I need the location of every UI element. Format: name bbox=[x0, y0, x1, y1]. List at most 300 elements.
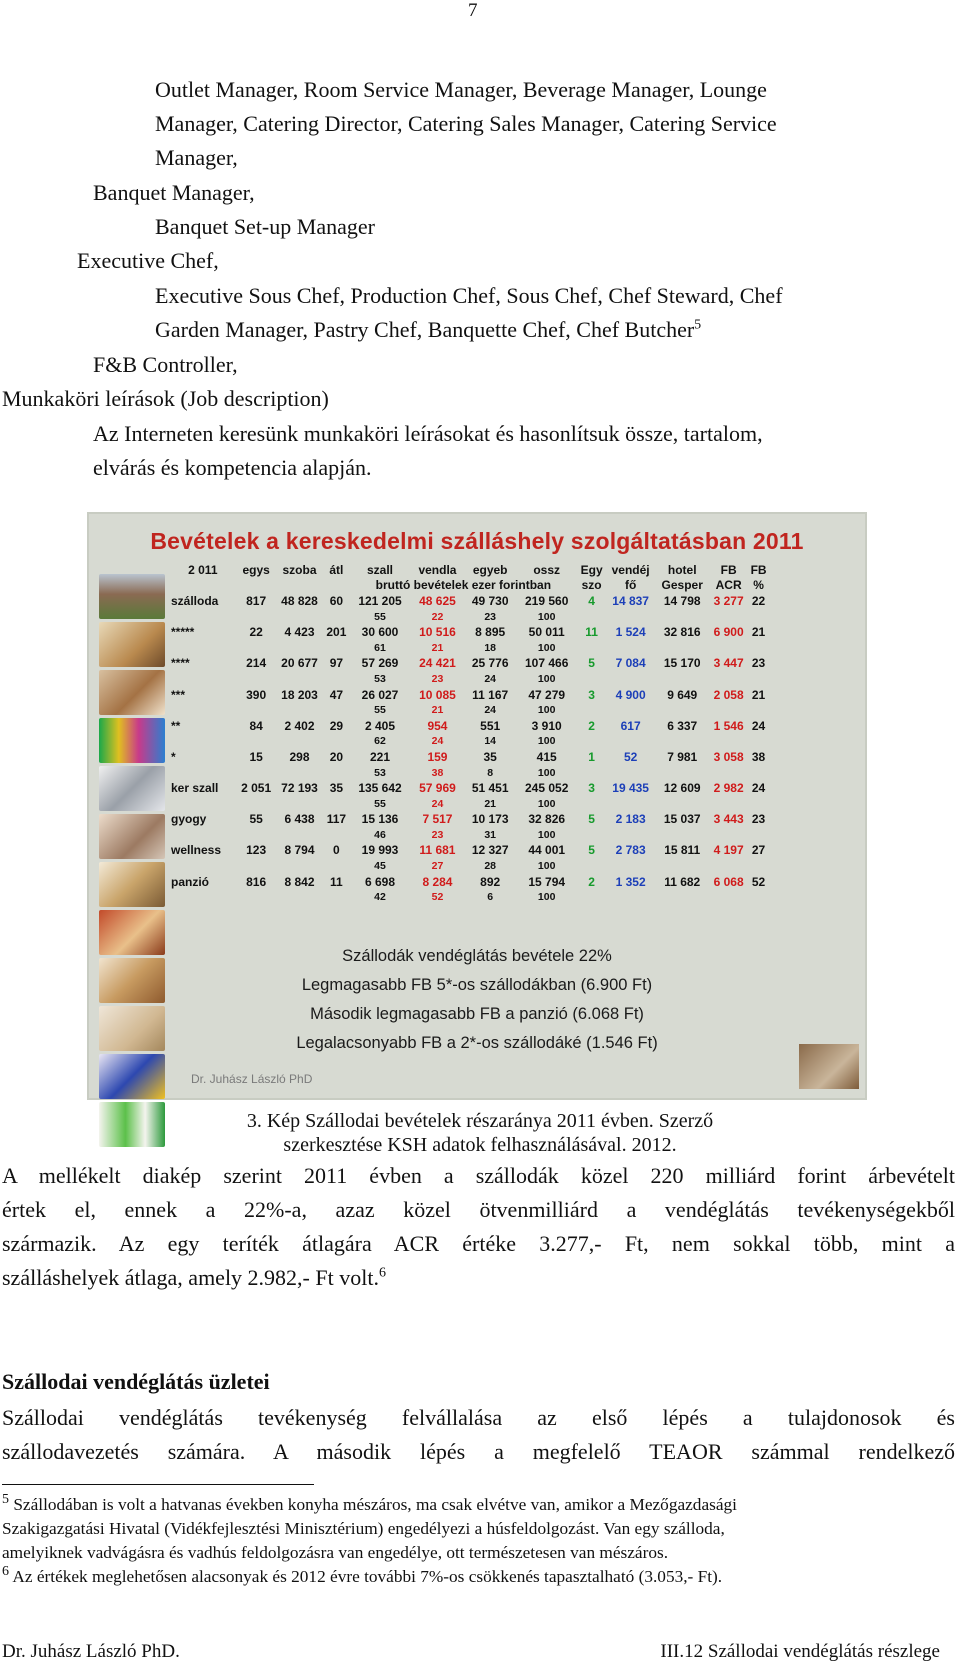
table-cell: 4 900 bbox=[615, 687, 646, 702]
text-line: Executive Chef, bbox=[77, 248, 219, 273]
empty-cell bbox=[169, 671, 237, 687]
empty-cell bbox=[276, 765, 324, 781]
table-cell: 15 811 bbox=[664, 843, 701, 858]
header-cell: egys bbox=[242, 562, 270, 577]
footer-author: Dr. Juhász László PhD. bbox=[2, 1641, 180, 1662]
share-cell: 22 bbox=[431, 610, 444, 623]
service-photo bbox=[99, 814, 165, 859]
restaurant-photo bbox=[799, 1044, 859, 1089]
table-row bbox=[169, 874, 769, 890]
empty-cell bbox=[748, 640, 769, 656]
empty-cell bbox=[655, 702, 709, 718]
text-span: szálláshelyek átlaga, amely 2.982,- Ft volt. bbox=[2, 1265, 379, 1290]
table-cell: 3 058 bbox=[713, 749, 744, 764]
page-number: 7 bbox=[468, 0, 478, 21]
empty-cell bbox=[709, 765, 748, 781]
empty-cell bbox=[577, 827, 606, 843]
empty-cell bbox=[169, 609, 237, 625]
share-cell: 62 bbox=[374, 735, 386, 748]
empty-cell bbox=[323, 827, 349, 843]
table-cell: 20 677 bbox=[281, 656, 318, 671]
empty-cell bbox=[169, 734, 237, 750]
header-cell: szoba bbox=[282, 562, 317, 577]
empty-cell bbox=[323, 796, 349, 812]
table-header-row bbox=[169, 578, 769, 594]
revenue-slide-image bbox=[87, 512, 867, 1100]
share-cell: 100 bbox=[537, 766, 556, 779]
table-cell: 10 516 bbox=[419, 625, 456, 640]
empty-cell bbox=[276, 671, 324, 687]
table-cell: 25 776 bbox=[471, 656, 509, 671]
share-cell: 24 bbox=[484, 672, 497, 685]
hotel-building-photo bbox=[99, 574, 165, 619]
empty-cell bbox=[655, 609, 709, 625]
table-cell: 10 085 bbox=[419, 687, 456, 702]
header-cell bbox=[169, 578, 237, 594]
share-row bbox=[169, 734, 769, 750]
table-cell: 1 524 bbox=[615, 625, 646, 640]
share-cell: 38 bbox=[431, 766, 444, 779]
empty-cell bbox=[276, 702, 324, 718]
table-cell: 117 bbox=[326, 812, 347, 827]
share-cell: 27 bbox=[431, 860, 444, 873]
share-cell: 31 bbox=[484, 828, 497, 841]
empty-cell bbox=[237, 889, 276, 905]
share-row bbox=[169, 889, 769, 905]
empty-cell bbox=[655, 796, 709, 812]
row-label: panzió bbox=[171, 874, 209, 889]
footnote-number: 6 bbox=[2, 1564, 9, 1580]
share-row bbox=[169, 640, 769, 656]
table-cell: 50 011 bbox=[528, 625, 565, 640]
table-cell: 19 993 bbox=[361, 843, 399, 858]
empty-cell bbox=[655, 640, 709, 656]
header-cell: vendla bbox=[418, 562, 457, 577]
table-cell: 84 bbox=[249, 718, 263, 733]
share-cell: 55 bbox=[374, 610, 386, 623]
empty-cell bbox=[606, 734, 655, 750]
table-cell: 24 bbox=[751, 718, 766, 733]
empty-cell bbox=[323, 609, 349, 625]
summary-line: Legalacsonyabb FB a 2*-os szállodáké (1.546 Ft) bbox=[296, 1034, 658, 1052]
empty-cell bbox=[237, 734, 276, 750]
header-cell: ACR bbox=[715, 578, 742, 593]
share-cell: 100 bbox=[537, 704, 556, 717]
table-row bbox=[169, 624, 769, 640]
table-cell: 6 438 bbox=[284, 812, 315, 827]
table-cell: 51 451 bbox=[471, 781, 509, 796]
row-label: ** bbox=[171, 718, 181, 733]
share-cell: 100 bbox=[537, 610, 556, 623]
table-cell: 6 068 bbox=[713, 874, 744, 889]
empty-cell bbox=[323, 858, 349, 874]
empty-cell bbox=[237, 765, 276, 781]
empty-cell bbox=[577, 640, 606, 656]
empty-cell bbox=[577, 609, 606, 625]
table-cell: 57 269 bbox=[361, 656, 399, 671]
table-cell: 11 bbox=[585, 625, 598, 640]
table-cell: 1 352 bbox=[615, 874, 646, 889]
text-line: Az Interneten keresünk munkaköri leírásokat és hasonlítsuk össze, tartalom, bbox=[93, 421, 763, 446]
empty-cell bbox=[169, 827, 237, 843]
share-cell: 18 bbox=[484, 641, 497, 654]
table-row bbox=[169, 749, 769, 765]
cleaning-cart-photo bbox=[99, 1054, 165, 1099]
paragraph-line: Szállodai vendéglátás tevékenység felvállalása az első lépés a tulajdonosok és bbox=[2, 1405, 955, 1430]
header-cell: Egy bbox=[580, 562, 603, 577]
table-cell: 19 435 bbox=[612, 781, 649, 796]
empty-cell bbox=[323, 734, 349, 750]
share-cell: 42 bbox=[374, 891, 386, 904]
empty-cell bbox=[169, 640, 237, 656]
table-cell: 816 bbox=[246, 874, 267, 889]
table-row bbox=[169, 718, 769, 734]
table-cell: 8 794 bbox=[284, 843, 315, 858]
table-cell: 32 816 bbox=[663, 625, 701, 640]
share-cell: 24 bbox=[431, 797, 444, 810]
empty-cell bbox=[748, 702, 769, 718]
row-label: * bbox=[171, 749, 176, 764]
share-cell: 100 bbox=[537, 860, 556, 873]
table-cell: 49 730 bbox=[471, 593, 509, 608]
table-cell: 123 bbox=[246, 843, 267, 858]
empty-cell bbox=[323, 640, 349, 656]
header-cell: hotel bbox=[667, 562, 697, 577]
empty-cell bbox=[606, 827, 655, 843]
empty-cell bbox=[655, 858, 709, 874]
footnote-number: 5 bbox=[2, 1492, 9, 1508]
table-row bbox=[169, 687, 769, 703]
share-cell: 28 bbox=[484, 860, 497, 873]
table-cell: 390 bbox=[246, 687, 267, 702]
share-cell: 14 bbox=[484, 735, 497, 748]
share-cell: 6 bbox=[487, 891, 494, 904]
footer-chapter: III.12 Szállodai vendéglátás részlege bbox=[660, 1641, 940, 1662]
share-cell: 23 bbox=[484, 610, 497, 623]
table-cell: 57 969 bbox=[419, 781, 456, 796]
table-cell: 24 421 bbox=[419, 656, 456, 671]
empty-cell bbox=[323, 702, 349, 718]
table-row bbox=[169, 780, 769, 796]
table-cell: 298 bbox=[289, 749, 310, 764]
header-cell: ossz bbox=[533, 562, 561, 577]
share-cell: 100 bbox=[537, 641, 556, 654]
summary-line: Szállodák vendéglátás bevétele 22% bbox=[342, 947, 612, 965]
empty-cell bbox=[323, 889, 349, 905]
table-cell: 3 443 bbox=[713, 812, 744, 827]
empty-cell bbox=[709, 702, 748, 718]
empty-cell bbox=[748, 734, 769, 750]
text-span: Az értékek meglehetősen alacsonyak és 2012 évre további 7%-os csökkenés tapasztalható (3.053,- Ft). bbox=[9, 1567, 723, 1586]
row-label: gyogy bbox=[171, 812, 207, 827]
header-cell bbox=[276, 578, 324, 594]
table-cell: 55 bbox=[249, 812, 263, 827]
row-label: ker szall bbox=[171, 781, 219, 796]
header-cell bbox=[237, 578, 276, 594]
header-cell: % bbox=[753, 578, 764, 593]
table-header-row bbox=[169, 562, 769, 578]
empty-cell bbox=[709, 889, 748, 905]
header-cell: 2 011 bbox=[188, 562, 218, 577]
text-line: F&B Controller, bbox=[93, 352, 238, 377]
empty-cell bbox=[606, 671, 655, 687]
table-cell: 8 895 bbox=[475, 625, 506, 640]
table-cell: 14 837 bbox=[612, 593, 649, 608]
share-cell: 100 bbox=[537, 797, 556, 810]
table-cell: 18 203 bbox=[281, 687, 318, 702]
table-cell: 21 bbox=[751, 687, 766, 702]
table-cell: 24 bbox=[751, 781, 766, 796]
text-line: Manager, Catering Director, Catering Sales Manager, Catering Service bbox=[155, 111, 777, 136]
table-cell: 22 bbox=[249, 625, 263, 640]
table-cell: 11 681 bbox=[419, 843, 456, 858]
empty-cell bbox=[748, 765, 769, 781]
empty-cell bbox=[709, 734, 748, 750]
table-cell: 27 bbox=[751, 843, 766, 858]
header-cell: Gesper bbox=[661, 578, 703, 593]
text-line: Banquet Manager, bbox=[93, 180, 255, 205]
empty-cell bbox=[276, 609, 324, 625]
table-cell: 44 001 bbox=[528, 843, 566, 858]
staff-photo bbox=[99, 766, 165, 811]
text-line: Outlet Manager, Room Service Manager, Beverage Manager, Lounge bbox=[155, 77, 767, 102]
row-label: szálloda bbox=[171, 593, 219, 608]
empty-cell bbox=[237, 702, 276, 718]
table-cell: 35 bbox=[329, 781, 344, 796]
table-cell: 201 bbox=[326, 625, 347, 640]
table-cell: 7 981 bbox=[667, 749, 698, 764]
table-cell: 551 bbox=[480, 718, 501, 733]
footnote-ref: 5 bbox=[694, 317, 702, 333]
table-cell: 107 466 bbox=[525, 656, 569, 671]
footnote-line: Szakigazgatási Hivatal (Vidékfejlesztési Minisztérium) engedélyezi a húsfeldolgozást. Van egy szálloda, bbox=[2, 1519, 725, 1538]
table-cell: 21 bbox=[751, 625, 766, 640]
text-line: Manager, bbox=[155, 145, 238, 170]
text-line: elvárás és kompetencia alapján. bbox=[93, 455, 372, 480]
slide-title: Bevételek a kereskedelmi szálláshely szolgáltatásban 2011 bbox=[150, 528, 804, 554]
footnote-separator bbox=[2, 1484, 314, 1485]
share-cell: 55 bbox=[374, 797, 386, 810]
table-cell: 10 173 bbox=[471, 812, 509, 827]
lobby-photo bbox=[99, 622, 165, 667]
table-cell: 48 828 bbox=[281, 593, 318, 608]
empty-cell bbox=[606, 640, 655, 656]
empty-cell bbox=[606, 702, 655, 718]
table-cell: 219 560 bbox=[525, 593, 569, 608]
empty-cell bbox=[748, 796, 769, 812]
empty-cell bbox=[237, 609, 276, 625]
empty-cell bbox=[577, 796, 606, 812]
share-cell: 100 bbox=[537, 735, 556, 748]
share-row bbox=[169, 702, 769, 718]
table-row bbox=[169, 812, 769, 828]
table-cell: 12 609 bbox=[663, 781, 701, 796]
empty-cell bbox=[169, 765, 237, 781]
empty-cell bbox=[577, 702, 606, 718]
bed-photo bbox=[99, 958, 165, 1003]
table-cell: 5 bbox=[588, 812, 595, 827]
summary-line: Legmagasabb FB 5*-os szállodákban (6.900 Ft) bbox=[301, 976, 653, 994]
table-cell: 1 546 bbox=[713, 718, 744, 733]
empty-cell bbox=[169, 796, 237, 812]
header-cell: egyeb bbox=[472, 562, 508, 577]
room-photo bbox=[99, 910, 165, 955]
share-cell: 21 bbox=[484, 797, 497, 810]
text-line: Executive Sous Chef, Production Chef, Sous Chef, Chef Steward, Chef bbox=[155, 283, 783, 308]
empty-cell bbox=[655, 827, 709, 843]
revenue-table bbox=[169, 562, 769, 905]
table-cell: 5 bbox=[588, 656, 595, 671]
table-cell: 954 bbox=[427, 718, 448, 733]
share-cell: 23 bbox=[431, 672, 444, 685]
table-cell: 6 337 bbox=[667, 718, 698, 733]
share-cell: 24 bbox=[431, 735, 444, 748]
table-cell: 6 900 bbox=[713, 625, 744, 640]
empty-cell bbox=[237, 827, 276, 843]
table-cell: 4 423 bbox=[284, 625, 315, 640]
table-cell: 4 bbox=[588, 593, 595, 608]
table-cell: 892 bbox=[480, 874, 501, 889]
empty-cell bbox=[577, 671, 606, 687]
empty-cell bbox=[606, 609, 655, 625]
empty-cell bbox=[748, 609, 769, 625]
share-row bbox=[169, 609, 769, 625]
empty-cell bbox=[577, 858, 606, 874]
table-cell: 7 517 bbox=[422, 812, 453, 827]
share-cell: 100 bbox=[537, 828, 556, 841]
share-cell: 21 bbox=[431, 704, 444, 717]
table-cell: 415 bbox=[536, 749, 557, 764]
table-cell: 52 bbox=[751, 874, 766, 889]
table-cell: 15 136 bbox=[361, 812, 399, 827]
share-cell: 53 bbox=[374, 766, 386, 779]
share-row bbox=[169, 765, 769, 781]
table-cell: 3 910 bbox=[531, 718, 562, 733]
share-cell: 21 bbox=[431, 641, 444, 654]
table-cell: 2 bbox=[588, 874, 595, 889]
empty-cell bbox=[655, 889, 709, 905]
table-cell: 60 bbox=[329, 593, 344, 608]
table-cell: 6 698 bbox=[364, 874, 396, 889]
slide-credit: Dr. Juhász László PhD bbox=[191, 1072, 313, 1086]
empty-cell bbox=[323, 765, 349, 781]
empty-cell bbox=[748, 671, 769, 687]
share-cell: 53 bbox=[374, 672, 386, 685]
empty-cell bbox=[606, 858, 655, 874]
header-cell bbox=[323, 578, 349, 594]
empty-cell bbox=[169, 702, 237, 718]
row-label: *** bbox=[171, 687, 186, 702]
footnote-line bbox=[2, 1493, 737, 1517]
share-cell: 52 bbox=[431, 891, 444, 904]
table-cell: 11 167 bbox=[472, 687, 509, 702]
empty-cell bbox=[748, 827, 769, 843]
empty-cell bbox=[709, 827, 748, 843]
table-cell: 23 bbox=[751, 812, 766, 827]
table-cell: 221 bbox=[369, 749, 391, 764]
table-cell: 3 277 bbox=[713, 593, 744, 608]
summary-line: Második legmagasabb FB a panzió (6.068 Ft) bbox=[310, 1005, 644, 1023]
table-cell: 135 642 bbox=[358, 781, 402, 796]
table-cell: 3 bbox=[588, 687, 595, 702]
table-cell: 30 600 bbox=[361, 625, 399, 640]
paragraph-line: A mellékelt diakép szerint 2011 évben a szállodák közel 220 milliárd forint árbevételt bbox=[2, 1163, 955, 1188]
row-label: wellness bbox=[171, 843, 222, 858]
empty-cell bbox=[655, 671, 709, 687]
table-cell: 47 bbox=[329, 687, 344, 702]
table-cell: 617 bbox=[620, 718, 641, 733]
table-cell: 8 842 bbox=[284, 874, 315, 889]
table-cell: 22 bbox=[751, 593, 766, 608]
empty-cell bbox=[276, 796, 324, 812]
bell-photo bbox=[99, 862, 165, 907]
table-cell: 817 bbox=[246, 593, 267, 608]
table-cell: 245 052 bbox=[525, 781, 569, 796]
table-cell: 2 405 bbox=[364, 718, 396, 733]
footnote-ref: 6 bbox=[378, 1265, 386, 1281]
share-cell: 45 bbox=[374, 860, 386, 873]
empty-cell bbox=[606, 796, 655, 812]
table-cell: 29 bbox=[329, 718, 344, 733]
table-row bbox=[169, 656, 769, 672]
table-cell: 2 183 bbox=[615, 812, 646, 827]
share-cell: 100 bbox=[537, 891, 556, 904]
text-span: Garden Manager, Pastry Chef, Banquette Chef, Chef Butcher bbox=[155, 317, 695, 342]
text-line: Munkaköri leírások (Job description) bbox=[2, 386, 329, 411]
table-row bbox=[169, 843, 769, 859]
share-cell: 8 bbox=[487, 766, 494, 779]
empty-cell bbox=[276, 734, 324, 750]
empty-cell bbox=[169, 889, 237, 905]
share-cell: 55 bbox=[374, 704, 386, 717]
empty-cell bbox=[169, 858, 237, 874]
table-cell: 72 193 bbox=[281, 781, 318, 796]
table-cell: 3 bbox=[588, 781, 595, 796]
table-cell: 15 bbox=[249, 749, 263, 764]
share-cell: 46 bbox=[374, 828, 386, 841]
table-cell: 3 447 bbox=[713, 656, 744, 671]
table-cell: 2 058 bbox=[713, 687, 744, 702]
header-cell: fő bbox=[624, 578, 637, 593]
table-cell: 35 bbox=[483, 749, 497, 764]
bathroom-photo bbox=[99, 1006, 165, 1051]
paragraph-line bbox=[2, 1261, 386, 1295]
empty-cell bbox=[748, 858, 769, 874]
header-cell: szo bbox=[581, 578, 602, 593]
table-cell: 26 027 bbox=[361, 687, 399, 702]
table-cell: 5 bbox=[588, 843, 595, 858]
table-cell: 15 794 bbox=[528, 874, 566, 889]
empty-cell bbox=[237, 640, 276, 656]
empty-cell bbox=[709, 671, 748, 687]
table-cell: 97 bbox=[329, 656, 344, 671]
table-cell: 2 982 bbox=[713, 781, 744, 796]
table-cell: 4 197 bbox=[713, 843, 744, 858]
table-cell: 214 bbox=[246, 656, 267, 671]
table-cell: 15 037 bbox=[663, 812, 701, 827]
empty-cell bbox=[237, 858, 276, 874]
paragraph-line: származik. Az egy teríték átlagára ACR értéke 3.277,- Ft, nem sokkal több, mint a bbox=[2, 1231, 955, 1256]
table-cell: 1 bbox=[588, 749, 595, 764]
footnote-line bbox=[2, 1565, 722, 1589]
reception-photo bbox=[99, 670, 165, 715]
empty-cell bbox=[709, 609, 748, 625]
header-cell: vendéj bbox=[611, 562, 650, 577]
row-label: ***** bbox=[171, 625, 195, 640]
share-row bbox=[169, 827, 769, 843]
table-cell: 12 327 bbox=[471, 843, 509, 858]
share-row bbox=[169, 858, 769, 874]
